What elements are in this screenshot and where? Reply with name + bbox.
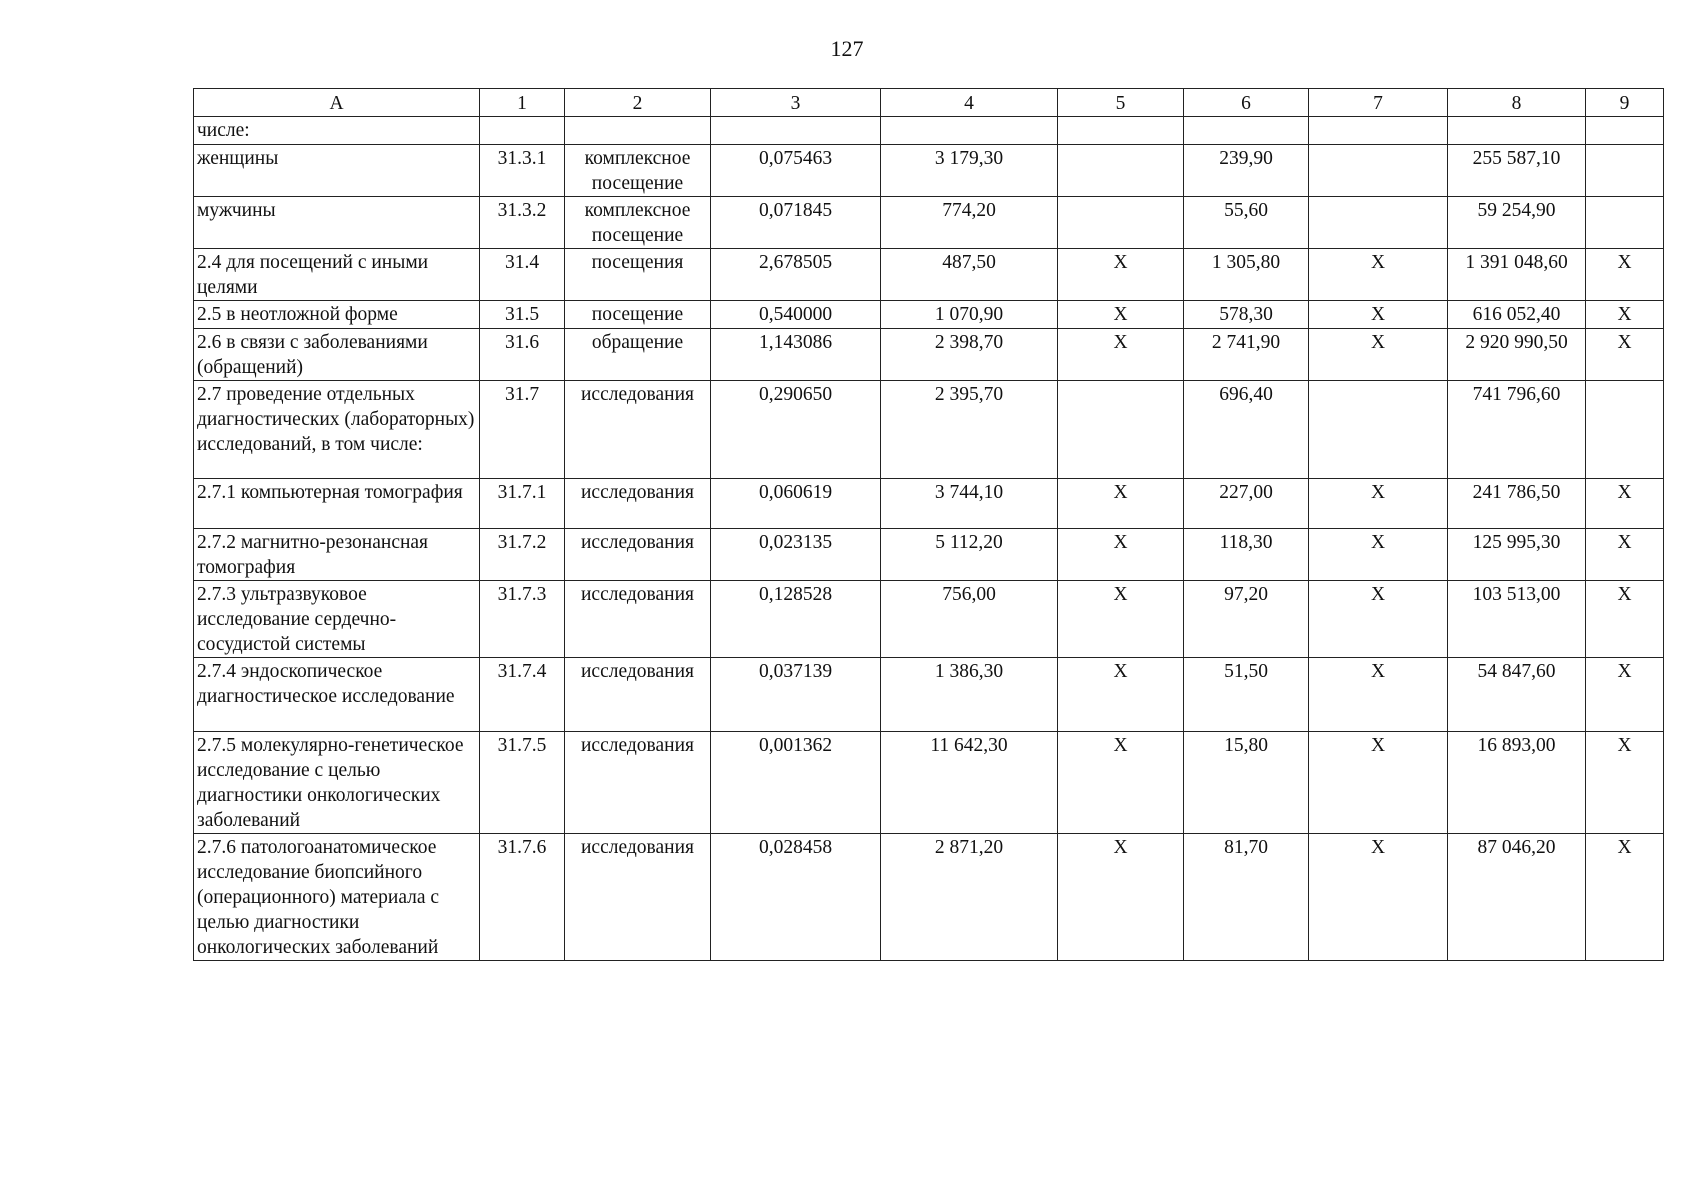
table-cell-7 bbox=[1309, 197, 1448, 249]
table-cell-7: Х bbox=[1309, 732, 1448, 834]
table-cell-5: Х bbox=[1058, 834, 1184, 961]
table-cell-4: 2 398,70 bbox=[881, 329, 1058, 381]
table-cell-a: мужчины bbox=[194, 197, 480, 249]
table-cell-1: 31.4 bbox=[480, 249, 565, 301]
table-cell-1: 31.7.6 bbox=[480, 834, 565, 961]
table-cell-a: 2.7.3 ультразвуковое исследование сердечно-сосудистой системы bbox=[194, 581, 480, 658]
table-row bbox=[194, 529, 1664, 581]
table-cell-2: посещения bbox=[565, 249, 711, 301]
table-cell-3: 0,037139 bbox=[711, 658, 881, 732]
table-cell-8: 54 847,60 bbox=[1448, 658, 1586, 732]
table-cell-6 bbox=[1184, 117, 1309, 145]
table-row bbox=[194, 658, 1664, 732]
table-cell-3: 0,075463 bbox=[711, 145, 881, 197]
table-row bbox=[194, 732, 1664, 834]
table-cell-3: 2,678505 bbox=[711, 249, 881, 301]
table-row bbox=[194, 381, 1664, 479]
table-cell-1: 31.7.1 bbox=[480, 479, 565, 529]
table-cell-7: Х bbox=[1309, 249, 1448, 301]
header-cell-8: 8 bbox=[1448, 89, 1586, 117]
table-cell-8: 1 391 048,60 bbox=[1448, 249, 1586, 301]
table-cell-8: 2 920 990,50 bbox=[1448, 329, 1586, 381]
table-cell-4: 1 386,30 bbox=[881, 658, 1058, 732]
table-cell-2: комплексное посещение bbox=[565, 197, 711, 249]
table-cell-5: Х bbox=[1058, 479, 1184, 529]
table-cell-2: исследования bbox=[565, 658, 711, 732]
table-cell-1 bbox=[480, 117, 565, 145]
table-cell-2: исследования bbox=[565, 581, 711, 658]
table-cell-a: 2.7.4 эндоскопическое диагностическое исследование bbox=[194, 658, 480, 732]
table-row bbox=[194, 329, 1664, 381]
table-cell-a: 2.5 в неотложной форме bbox=[194, 301, 480, 329]
header-cell-a: А bbox=[194, 89, 480, 117]
table-cell-9: Х bbox=[1586, 249, 1664, 301]
table-cell-a: числе: bbox=[194, 117, 480, 145]
table-row bbox=[194, 249, 1664, 301]
table-cell-9: Х bbox=[1586, 834, 1664, 961]
table-cell-7: Х bbox=[1309, 658, 1448, 732]
table-cell-3: 0,071845 bbox=[711, 197, 881, 249]
table-cell-4: 487,50 bbox=[881, 249, 1058, 301]
table-cell-4: 5 112,20 bbox=[881, 529, 1058, 581]
header-cell-4: 4 bbox=[881, 89, 1058, 117]
table-row bbox=[194, 581, 1664, 658]
table-cell-4 bbox=[881, 117, 1058, 145]
table-cell-3: 0,060619 bbox=[711, 479, 881, 529]
table-cell-5 bbox=[1058, 381, 1184, 479]
page-number: 127 bbox=[830, 36, 864, 61]
table-cell-7 bbox=[1309, 145, 1448, 197]
table-row bbox=[194, 197, 1664, 249]
table-cell-7: Х bbox=[1309, 301, 1448, 329]
header-cell-3: 3 bbox=[711, 89, 881, 117]
table-cell-7: Х bbox=[1309, 479, 1448, 529]
header-cell-2: 2 bbox=[565, 89, 711, 117]
table-cell-3: 1,143086 bbox=[711, 329, 881, 381]
table-cell-6: 227,00 bbox=[1184, 479, 1309, 529]
header-row bbox=[194, 89, 1664, 117]
table-cell-a: 2.7.5 молекулярно-генетическое исследование с целью диагностики онкологических заболеваний bbox=[194, 732, 480, 834]
table-cell-8: 125 995,30 bbox=[1448, 529, 1586, 581]
data-table bbox=[193, 88, 1664, 961]
table-cell-2: исследования bbox=[565, 381, 711, 479]
table-cell-a: 2.4 для посещений с иными целями bbox=[194, 249, 480, 301]
table-cell-8: 87 046,20 bbox=[1448, 834, 1586, 961]
table-cell-9 bbox=[1586, 145, 1664, 197]
table-cell-9: Х bbox=[1586, 529, 1664, 581]
table-cell-2: посещение bbox=[565, 301, 711, 329]
table-cell-6: 97,20 bbox=[1184, 581, 1309, 658]
table-cell-7: Х bbox=[1309, 529, 1448, 581]
table-cell-2: исследования bbox=[565, 479, 711, 529]
table-cell-6: 239,90 bbox=[1184, 145, 1309, 197]
table-cell-3: 0,001362 bbox=[711, 732, 881, 834]
table-cell-9: Х bbox=[1586, 479, 1664, 529]
table-cell-5: Х bbox=[1058, 249, 1184, 301]
table-cell-a: 2.7.2 магнитно-резонансная томография bbox=[194, 529, 480, 581]
table-cell-9 bbox=[1586, 381, 1664, 479]
table-cell-8: 616 052,40 bbox=[1448, 301, 1586, 329]
table-cell-6: 81,70 bbox=[1184, 834, 1309, 961]
table-cell-8 bbox=[1448, 117, 1586, 145]
table-cell-4: 3 744,10 bbox=[881, 479, 1058, 529]
table-cell-5: Х bbox=[1058, 529, 1184, 581]
table-cell-4: 3 179,30 bbox=[881, 145, 1058, 197]
table-cell-6: 696,40 bbox=[1184, 381, 1309, 479]
table-cell-5 bbox=[1058, 117, 1184, 145]
table-cell-3: 0,028458 bbox=[711, 834, 881, 961]
table-cell-5 bbox=[1058, 145, 1184, 197]
table-cell-1: 31.6 bbox=[480, 329, 565, 381]
table-row-subtitle bbox=[194, 117, 1664, 145]
table-cell-9: Х bbox=[1586, 658, 1664, 732]
table-cell-6: 51,50 bbox=[1184, 658, 1309, 732]
table-cell-8: 741 796,60 bbox=[1448, 381, 1586, 479]
table-cell-a: 2.7 проведение отдельных диагностических (лабораторных) исследований, в том числе: bbox=[194, 381, 480, 479]
table-cell-9 bbox=[1586, 197, 1664, 249]
table-cell-3: 0,540000 bbox=[711, 301, 881, 329]
table-cell-5: Х bbox=[1058, 329, 1184, 381]
table-cell-7 bbox=[1309, 117, 1448, 145]
table-cell-a: 2.6 в связи с заболеваниями (обращений) bbox=[194, 329, 480, 381]
table-cell-8: 255 587,10 bbox=[1448, 145, 1586, 197]
table-cell-2: обращение bbox=[565, 329, 711, 381]
table-cell-9 bbox=[1586, 117, 1664, 145]
table-cell-6: 578,30 bbox=[1184, 301, 1309, 329]
table-cell-5: Х bbox=[1058, 581, 1184, 658]
table-cell-6: 1 305,80 bbox=[1184, 249, 1309, 301]
table-cell-3: 0,128528 bbox=[711, 581, 881, 658]
table-cell-1: 31.3.2 bbox=[480, 197, 565, 249]
table-cell-7: Х bbox=[1309, 834, 1448, 961]
table-cell-7: Х bbox=[1309, 329, 1448, 381]
table-cell-4: 756,00 bbox=[881, 581, 1058, 658]
table-cell-2: исследования bbox=[565, 834, 711, 961]
table-cell-4: 2 395,70 bbox=[881, 381, 1058, 479]
table-cell-1: 31.5 bbox=[480, 301, 565, 329]
table-cell-2: исследования bbox=[565, 529, 711, 581]
table-cell-a: 2.7.1 компьютерная томография bbox=[194, 479, 480, 529]
table-cell-3: 0,023135 bbox=[711, 529, 881, 581]
table-cell-4: 2 871,20 bbox=[881, 834, 1058, 961]
table-cell-8: 103 513,00 bbox=[1448, 581, 1586, 658]
table-cell-1: 31.7.4 bbox=[480, 658, 565, 732]
header-cell-1: 1 bbox=[480, 89, 565, 117]
table-cell-7: Х bbox=[1309, 581, 1448, 658]
table-cell-4: 774,20 bbox=[881, 197, 1058, 249]
table-cell-6: 15,80 bbox=[1184, 732, 1309, 834]
table-cell-8: 59 254,90 bbox=[1448, 197, 1586, 249]
table-cell-1: 31.7 bbox=[480, 381, 565, 479]
table-cell-1: 31.3.1 bbox=[480, 145, 565, 197]
table-cell-3: 0,290650 bbox=[711, 381, 881, 479]
table-cell-5: Х bbox=[1058, 658, 1184, 732]
table-body bbox=[194, 89, 1664, 961]
table-cell-6: 118,30 bbox=[1184, 529, 1309, 581]
table-cell-9: Х bbox=[1586, 581, 1664, 658]
header-cell-6: 6 bbox=[1184, 89, 1309, 117]
table-cell-2: исследования bbox=[565, 732, 711, 834]
table-cell-2 bbox=[565, 117, 711, 145]
table-cell-1: 31.7.3 bbox=[480, 581, 565, 658]
table-cell-5 bbox=[1058, 197, 1184, 249]
table-row bbox=[194, 301, 1664, 329]
table-cell-2: комплексное посещение bbox=[565, 145, 711, 197]
table-cell-6: 2 741,90 bbox=[1184, 329, 1309, 381]
table-cell-8: 241 786,50 bbox=[1448, 479, 1586, 529]
table-row bbox=[194, 479, 1664, 529]
table-row bbox=[194, 145, 1664, 197]
header-cell-7: 7 bbox=[1309, 89, 1448, 117]
table-cell-6: 55,60 bbox=[1184, 197, 1309, 249]
table-cell-1: 31.7.2 bbox=[480, 529, 565, 581]
table-cell-8: 16 893,00 bbox=[1448, 732, 1586, 834]
header-cell-9: 9 bbox=[1586, 89, 1664, 117]
table-cell-5: Х bbox=[1058, 301, 1184, 329]
table-cell-1: 31.7.5 bbox=[480, 732, 565, 834]
table-cell-a: 2.7.6 патологоанатомическое исследование биопсийного (операционного) материала с целью диагностики онкологических заболеваний bbox=[194, 834, 480, 961]
table-cell-7 bbox=[1309, 381, 1448, 479]
table-cell-5: Х bbox=[1058, 732, 1184, 834]
table-cell-4: 11 642,30 bbox=[881, 732, 1058, 834]
table-cell-4: 1 070,90 bbox=[881, 301, 1058, 329]
header-cell-5: 5 bbox=[1058, 89, 1184, 117]
table-cell-3 bbox=[711, 117, 881, 145]
table-cell-9: Х bbox=[1586, 732, 1664, 834]
table-cell-a: женщины bbox=[194, 145, 480, 197]
table-cell-9: Х bbox=[1586, 301, 1664, 329]
table-cell-9: Х bbox=[1586, 329, 1664, 381]
table-row bbox=[194, 834, 1664, 961]
